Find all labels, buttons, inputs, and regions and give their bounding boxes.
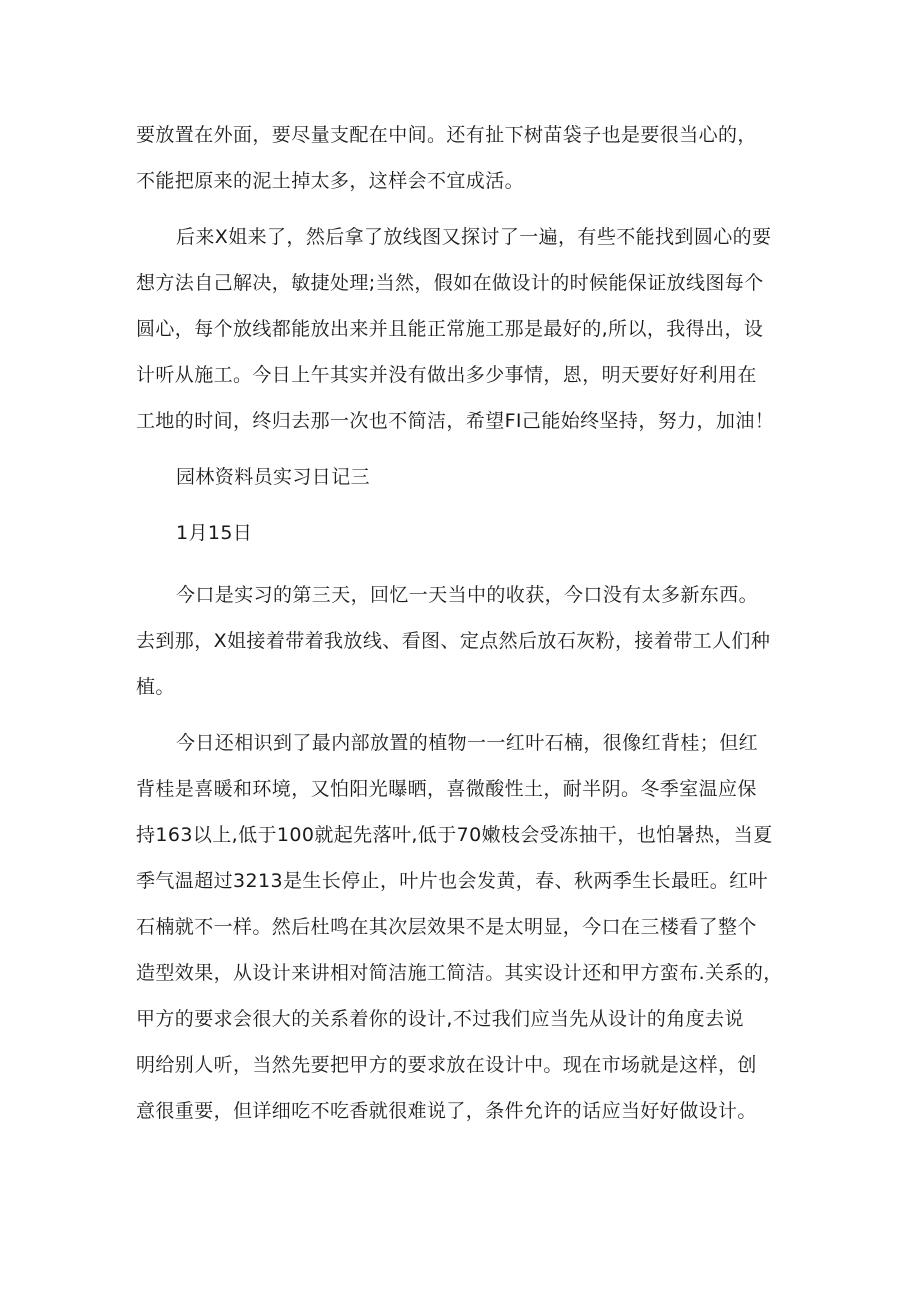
text-line: 今口是实习的第三天，回忆一天当中的收获，今口没有太多新东西。 [176, 584, 759, 606]
section-heading [136, 454, 796, 500]
text-line: 明给别人听，当然先要把甲方的要求放在设计中。现在市场就是这样，创 [136, 1054, 757, 1076]
text-line: 今日还相识到了最内部放置的植物一一红叶石楠，很像红背桂；但红 [176, 732, 759, 754]
text-line: 造型效果，从设计来讲相对简洁施工简洁。其实设计还和甲方蛮布.关系的， [136, 962, 783, 984]
text-line: 不能把原来的泥土掉太多，这样会不宜成活。 [136, 170, 525, 192]
text-line: 植。 [136, 676, 175, 698]
paragraph [136, 214, 796, 444]
text-line: 石楠就不一样。然后杜鸣在其次层效果不是太明显，今口在三楼看了整个 [136, 916, 757, 938]
text-line: 背桂是喜暖和环境，又怕阳光曝晒，喜微酸性土，耐半阴。冬季室温应保 [136, 778, 757, 800]
text-line: 要放置在外面，要尽量支配在中间。还有扯下树苗袋子也是要很当心的， [136, 124, 757, 146]
paragraph [136, 720, 796, 1134]
text-line: 想方法自己解决，敏捷处理;当然，假如在做设计的时候能保证放线图每个 [136, 272, 764, 294]
text-line: 去到那，X姐接着带着我放线、看图、定点然后放石灰粉，接着带工人们种 [136, 630, 771, 652]
text-line: 后来X姐来了，然后拿了放线图又探讨了一遍，有些不能找到圆心的要 [176, 226, 772, 248]
paragraph [136, 112, 796, 204]
text-line: 意很重要，但详细吃不吃香就很难说了，条件允许的话应当好好做设计。 [136, 1100, 757, 1122]
date-text: 1月15日 [176, 522, 253, 544]
text-line: 工地的时间，终归去那一次也不简洁，希望FI己能始终坚持，努力，加油！ [136, 410, 775, 432]
section-title: 园林资料员实习日记三 [176, 466, 371, 488]
text-line: 圆心，每个放线都能放出来并且能正常施工那是最好的,所以，我得出，设 [136, 318, 764, 340]
text-line: 计听从施工。今日上午其实并没有做出多少事情，恩，明天要好好利用在 [136, 364, 757, 386]
text-line: 持163以上,低于100就起先落叶,低于70嫩枝会受冻抽干，也怕暑热，当夏 [136, 824, 773, 846]
diary-date [136, 510, 796, 556]
text-line: 甲方的要求会很大的关系着你的设计,不过我们应当先从设计的角度去说 [136, 1008, 744, 1030]
text-line: 季气温超过3213是生长停止，叶片也会发黄，春、秋两季生长最旺。红叶 [136, 870, 768, 892]
document-body [136, 112, 796, 1134]
paragraph [136, 572, 796, 710]
